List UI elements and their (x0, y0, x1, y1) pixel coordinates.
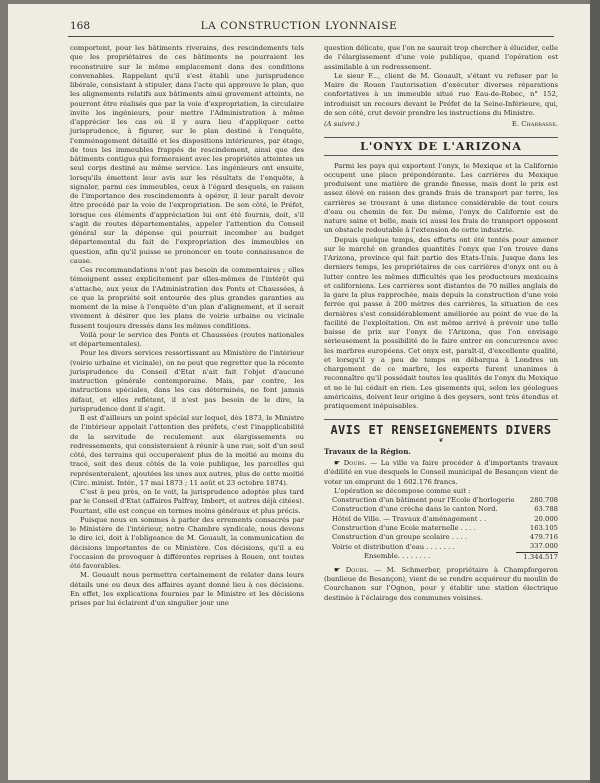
costs-table (324, 496, 558, 562)
journal-title: LA CONSTRUCTION LYONNAISE (200, 20, 398, 32)
to-be-continued: (A suivre.) (324, 120, 360, 128)
paragraph: Parmi les pays qui exportent l'onyx, le Mexique et la Californie occupent une place prépondérante. Les carrières du Mexique produisent une matière de grande finesse, mais dont le prix est assez élevé en raison des grands frais de transport par terre, les carrières se trouvant à une distance considérable de tout cours d'eau ou chemin de fer. De même, l'onyx de Californie est de nature saine et belle, mais ici aussi les frais de transport opposent un obstacle redoutable à l'extension de cette industrie. (324, 161, 558, 235)
pointing-hand-icon: ☛ (334, 565, 341, 574)
news-item (324, 459, 558, 487)
pointing-hand-icon: ☛ (334, 459, 341, 467)
total-row (324, 552, 558, 562)
running-header (8, 20, 590, 34)
table-row (324, 496, 558, 505)
paragraph: question délicate, que l'on ne saurait trop chercher à élucider, celle de l'élargissement d'une voie publique, quand l'opération est assimilable à un redressement. (324, 44, 558, 71)
section-rule (324, 419, 558, 420)
section-title: AVIS ET RENSEIGNEMENTS DIVERS (330, 423, 552, 438)
table-row (324, 524, 558, 533)
paragraph: Il est d'ailleurs un point spécial sur lequel, dès 1873, le Ministre de l'intérieur appelait l'attention des préfets, c'est l'inapplicabilité de la servitude de reculement aux élargissements ou redressements, qui consisteraient à réunir à une rue, soit d'un seul côté, des terrains qui occuperaient plus de la moitié au moins du tracé, soit des deux côtés de la voie publique, les parcelles qui représenteraient, ajoutées les unes aux autres, plus de cette moitié (Circ. minist. Intér., 17 mai 1873 ; 11 août et 23 octobre 1874). (70, 414, 304, 487)
cost-label: Voirie et distribution d'eau . . . . . . . (332, 542, 455, 551)
paragraph: Le sieur F..., client de M. Gouault, s'étant vu refuser par le Maire de Rouen l'autorisation d'exécuter diverses réparations confortatives à un immeuble situé rue Eau-de-Robec, n° 152, introduisit un recours devant le Préfet de la Seine-Inférieure, qui, de son côté, crut devoir prendre les instructions du Ministre. (324, 71, 558, 117)
section-rule (324, 155, 558, 156)
cost-amount: 280.708 (529, 496, 558, 504)
paragraph: Depuis quelque temps, des efforts ont été tentés pour amener sur le marché en grandes quantités l'onyx que l'on trouve dans l'Arizona, province qui fait partie des Etats-Unis. Jusque dans les derniers temps, les propriétaires de ces carrières d'onyx ont eu à lutter contre les mêmes difficultés que les producteurs mexicains et californiens. Les carrières sont distantes de 70 milles anglais de la gare la plus rapprochée, mais depuis la construction d'une voie ferrée qui passe à 200 mètres des carrières, la situation de ces dernières s'est considérablement améliorée au point de vue de la facilité de l'exploitation. On est même arrivé à prévoir une telle baisse de prix sur l'onyx de l'Arizona, que l'on envisage sérieusement la possibilité de le faire entrer en concurrence avec les marbres européens. Cet onyx est, paraît-il, d'excellente qualité, et lorsqu'il y a peu de temps on débarqua à Londres un chargement de ce marbre, les experts furent unanimes à reconnaître qu'il possédait toutes les qualités de l'onyx du Mexique et ne le lui cédait en rien. Les gisements qui, selon les géologues américains, doivent leur origine à des geysers, sont très étendus et pratiquement inépuisables. (324, 235, 558, 410)
paragraph: M. Gouault nous permettra certainement de relater dans leurs détails une ou deux des affaires ayant donné lieu à ces décisions. En effet, les explications fournies par le Ministre et les décisions prises par lui éclairent d'un singulier jour une (70, 571, 304, 607)
paragraph: Ces recommandations n'ont pas besoin de commentaires ; elles témoignent assez explicitement par elles-mêmes de l'intérêt qui s'attache, aux yeux de l'Administration des Ponts et Chaussées, à ce que la propriété soit entourée des plus grandes garanties au moment de la mise à l'enquête d'un plan d'alignement, et il serait vivement à désirer que les plans de voirie urbaine ou vicinale fussent toujours dressés dans les mêmes conditions. (70, 266, 304, 330)
cost-amount: 63.788 (534, 505, 558, 514)
cost-label: Construction d'un bâtiment pour l'Ecole d'horlogerie (332, 496, 515, 504)
paragraph: Puisque nous en sommes à parler des errements consacrés par le Ministère de l'intérieur, notre Chambre syndicale, nous devons le dire ici, doit à l'obligeance de M. Gouault, la communication de décisions importantes de ce Ministère. Ces décisions, qu'il a eu l'occasion de provoquer à différentes reprises à Rouen, ont toutes été favorables. (70, 515, 304, 570)
table-row (324, 542, 558, 552)
paragraph: Pour les divers services ressortissant au Ministère de l'intérieur (voirie urbaine et vicinale), on ne peut que regretter que la récente jurisprudence du Conseil d'Etat n'ait fait l'objet d'aucune instruction générale contemporaine. Mais, par contre, les instructions spéciales, dans les cas déterminés, ne font jamais défaut, et elles reflètent, il n'est pas besoin de le dire, la jurisprudence dont il s'agit. (70, 349, 304, 413)
paragraph: Voilà pour le service des Ponts et Chaussées (routes nationales et départementales). (70, 330, 304, 348)
news-text: — La ville va faire procéder à d'importants travaux d'édilité en vue desquels le Conseil municipal de Besançon vient de voter un emprunt de 1 602.176 francs. (324, 459, 558, 486)
page (8, 4, 590, 780)
news-text: — M. Schmerber, propriétaire à Champforgeron (banlieue de Besançon), vient de se rendre acquéreur du moulin de Courchanon sur l'Ognon, pour y établir une station électrique destinée à l'éclairage des communes voisines. (324, 565, 558, 602)
section-rule (324, 137, 558, 138)
table-row (324, 505, 558, 514)
cost-label: Construction d'une crèche dans le canton Nord. (332, 505, 498, 514)
cost-label: Hôtel de Ville. — Travaux d'aménagement . . (332, 514, 487, 523)
page-number: 168 (70, 20, 91, 32)
scan-edge (590, 0, 600, 783)
table-row (324, 515, 558, 524)
right-column (324, 44, 558, 603)
region-lead: Doubs. (343, 459, 367, 467)
cost-amount: 479.716 (529, 533, 558, 541)
cost-label: Construction d'un groupe scolaire . . . . (332, 533, 467, 541)
paragraph: L'opération se décompose comme suit : (334, 486, 471, 495)
cost-label: Construction d'une Ecole maternelle . . . . (332, 523, 476, 532)
section-title: L'ONYX DE L'ARIZONA (360, 140, 522, 154)
paragraph: C'est à peu près, on le voit, la jurisprudence adoptée plus tard par le Conseil d'Etat (affaires Palfray, Imbert, et autres déjà citées). Pourtant, elle est conçue en termes moins généraux et plus précis. (70, 488, 304, 515)
total-label: Ensemble. . . . . . . . (364, 552, 431, 561)
left-column (70, 44, 304, 608)
article-signature (324, 120, 558, 129)
cost-amount: 337.000 (529, 542, 558, 551)
region-lead: Doubs. (345, 565, 369, 574)
table-row (324, 533, 558, 542)
subsection-title: Travaux de la Région. (324, 446, 411, 456)
total-amount: 1.344.517 (516, 552, 558, 562)
ornament-icon: ❦ (438, 436, 444, 444)
author-name: E. Charbasse. (511, 120, 558, 128)
news-item (324, 566, 558, 603)
paragraph: comportent, pour les bâtiments riverains, des rescindements tels que les propriétaires de ces bâtiments ne pourraient les reconstruire sur le même emplacement dans des conditions convenables. Rappelant qu'il s'est établi une jurisprudence libérale, consistant à stipuler, dans l'acte qui approuve le plan, que les alignements relatifs aux bâtiments ainsi gravement atteints, ne pourront être réalisés que par la voie d'expropriation, la circulaire invite les ingénieurs, pour mettre l'Administration à même d'apprécier les cas où il y aura lieu d'appliquer cette jurisprudence, à figurer, sur le plan destiné à l'enquête, l'emménagement détaillé et les dispositions intérieures, par étage, de tous les immeubles frappés de rescindement, ainsi que des bâtiments contigus qui formeraient avec les propriétés atteintes un seul corps destiné au même service. Les ingénieurs ont ensuite, lorsqu'ils émettent leur avis sur les résultats de l'enquête, à signaler, parmi ces immeubles, ceux à l'égard desquels, en raison de l'importance des rescindements à opérer, il leur paraît devoir être procédé par la voie de l'expropriation. De son côté, le Préfet, lorsque ces éléments d'appréciation lui ont été fournis, doit, s'il s'agit de routes départementales, appeler l'attention du Conseil général sur la dépense qui pourrait incomber au budget départemental du fait de l'expropriation des immeubles en question, afin qu'il puisse se prononcer en toute connaissance de cause. (70, 44, 304, 265)
cost-amount: 20.000 (534, 514, 558, 523)
cost-amount: 163.105 (529, 523, 558, 532)
header-rule (68, 36, 554, 37)
